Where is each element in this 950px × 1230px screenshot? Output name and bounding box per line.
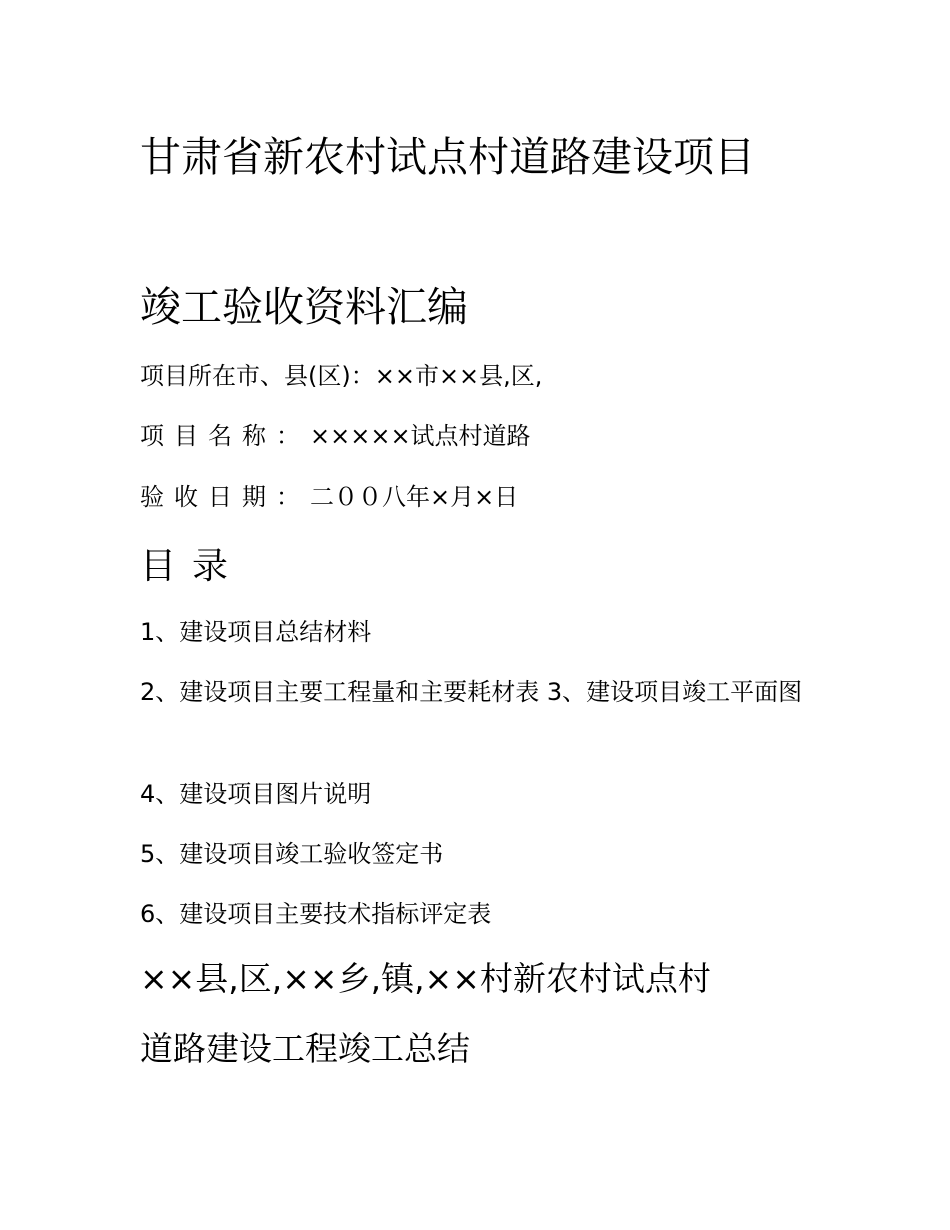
acceptance-date-label: 验收日期： — [140, 483, 310, 511]
project-location-label: 项目所在市、县(区)： — [140, 362, 375, 390]
summary-heading-line-1: ××县,区,××乡,镇,××村新农村试点村 — [140, 959, 711, 998]
project-name-label: 项目名称： — [140, 422, 310, 450]
document-title: 甘肃省新农村试点村道路建设项目 — [140, 133, 755, 181]
acceptance-date-value: 二００八年×月×日 — [310, 483, 519, 511]
toc-item-1: 1、建设项目总结材料 — [140, 618, 372, 646]
toc-item-4: 4、建设项目图片说明 — [140, 780, 372, 808]
toc-item-5: 5、建设项目竣工验收签定书 — [140, 840, 444, 868]
project-name-field — [140, 420, 531, 452]
toc-heading: 目录 — [140, 546, 245, 587]
toc-item-6: 6、建设项目主要技术指标评定表 — [140, 900, 492, 928]
project-location-value: ××市××县,区, — [374, 362, 543, 390]
acceptance-date-field — [140, 481, 518, 513]
document-subtitle: 竣工验收资料汇编 — [140, 283, 468, 331]
project-location-field — [140, 360, 542, 392]
project-name-value: ×××××试点村道路 — [310, 422, 531, 450]
toc-item-2-3: 2、建设项目主要工程量和主要耗材表 3、建设项目竣工平面图 — [140, 678, 803, 706]
summary-heading-line-2: 道路建设工程竣工总结 — [140, 1029, 470, 1068]
